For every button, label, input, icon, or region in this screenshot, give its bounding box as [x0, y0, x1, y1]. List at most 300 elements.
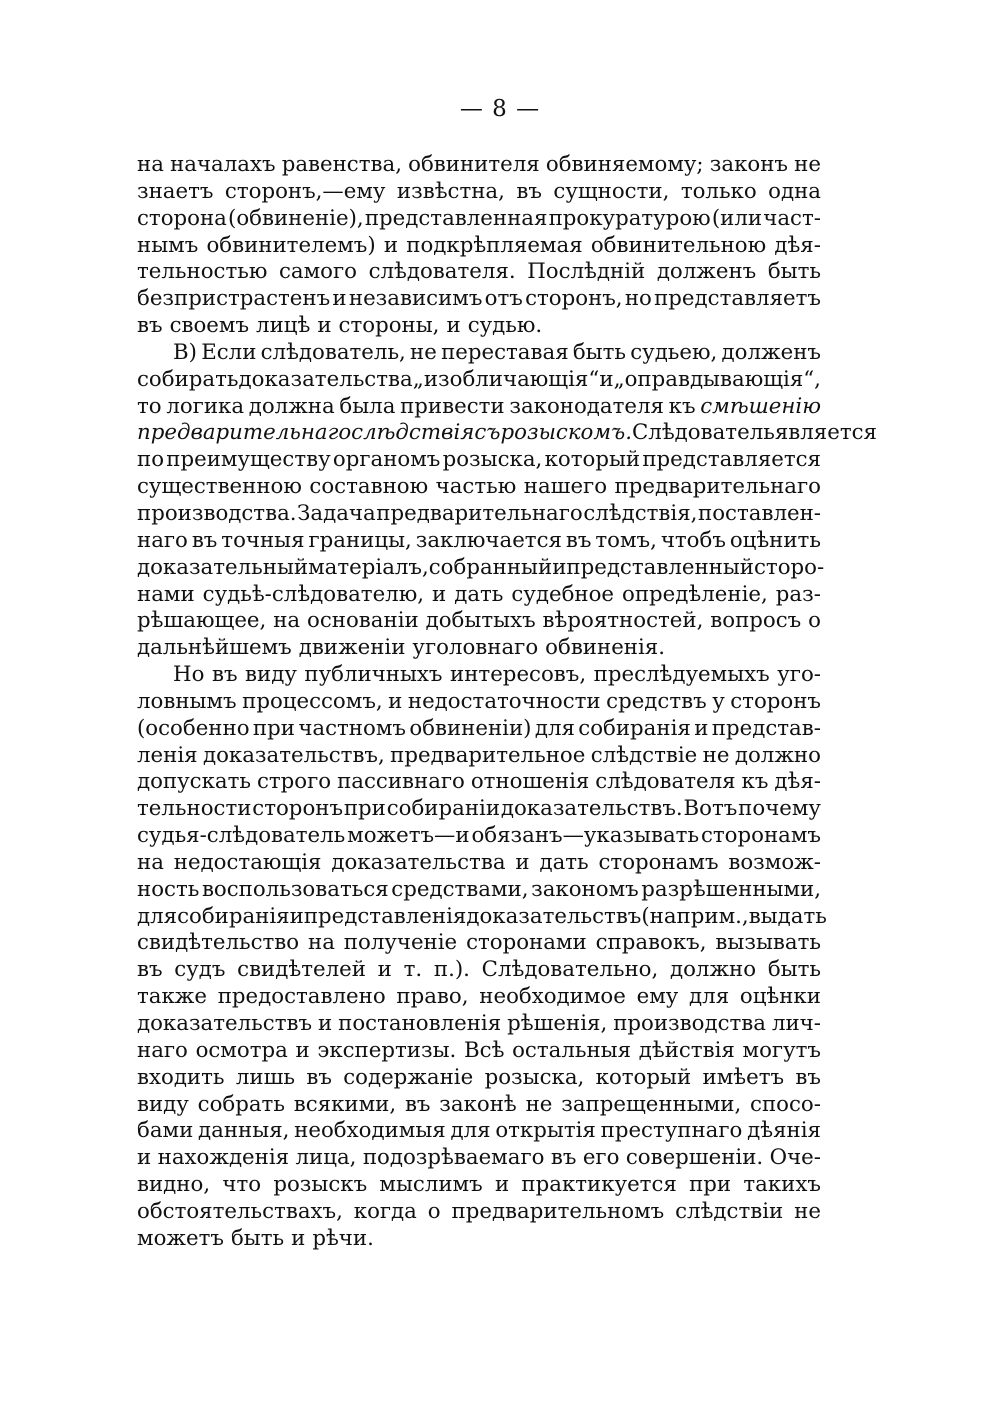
- word: быть: [230, 1225, 285, 1251]
- word: въ: [137, 313, 163, 339]
- word: совершеніи.: [625, 1145, 764, 1171]
- word: вопросъ: [710, 608, 802, 634]
- word: дальнѣйшемъ: [137, 635, 292, 661]
- word: ловнымъ: [137, 688, 237, 714]
- word: представ-: [711, 715, 821, 741]
- text-line: [137, 340, 821, 367]
- word: практикуется: [521, 1172, 677, 1198]
- word: съ: [474, 420, 501, 446]
- text-line: [137, 930, 821, 957]
- word: на: [273, 608, 301, 634]
- word: право,: [396, 984, 469, 1010]
- word: матеріалъ,: [308, 554, 429, 580]
- word: доказательствъ: [466, 903, 642, 929]
- word: и: [317, 313, 332, 339]
- word: равенства,: [281, 152, 402, 177]
- word: уго-: [777, 662, 821, 688]
- text-line: [137, 420, 877, 447]
- word: при: [689, 1172, 732, 1198]
- word: оцѣнить: [729, 527, 821, 553]
- word: должно: [670, 957, 757, 983]
- word: раз-: [775, 581, 821, 607]
- word: сторонъ: [252, 796, 344, 822]
- word: обвинителя: [408, 152, 540, 177]
- word: Слѣдователь: [632, 420, 775, 446]
- word: и: [137, 1145, 152, 1171]
- word: то: [137, 393, 162, 419]
- text-line: [137, 608, 821, 635]
- word: своемъ: [169, 313, 250, 339]
- word: судебное: [511, 581, 615, 607]
- word: строго: [256, 769, 332, 795]
- word: и: [295, 1037, 310, 1063]
- word: обвиняемому;: [545, 152, 704, 177]
- word: для: [689, 984, 730, 1010]
- word: къ: [741, 769, 769, 795]
- word: для: [450, 1118, 491, 1144]
- word: „оправдывающія“,: [613, 366, 821, 392]
- text-line: [137, 233, 821, 260]
- word: тельностью: [137, 259, 268, 285]
- word: собираніи: [386, 796, 501, 822]
- word: одна: [768, 178, 821, 204]
- word: допускать: [137, 769, 251, 795]
- text-line: [137, 206, 821, 233]
- text-line: [137, 313, 821, 340]
- word: экспертизы.: [317, 1037, 457, 1063]
- paragraph-1: [137, 152, 821, 340]
- word: представленный: [566, 554, 754, 580]
- word: сторо-: [754, 554, 825, 580]
- text-line: [137, 394, 821, 421]
- word: движеніи: [298, 635, 406, 661]
- word: Всѣ: [464, 1037, 505, 1063]
- word: п.).: [433, 957, 470, 983]
- word: обвинительною: [590, 232, 767, 258]
- word: дѣя-: [774, 232, 821, 258]
- word: средствами,: [391, 876, 529, 902]
- word: органомъ: [332, 447, 441, 473]
- text-line: [137, 823, 821, 850]
- word: производства: [613, 1011, 766, 1036]
- word: вызывать: [715, 930, 821, 956]
- word: имѣетъ: [702, 1064, 785, 1090]
- word: смѣшенію: [700, 393, 821, 419]
- word: средствъ: [606, 688, 707, 714]
- word: полученіе: [343, 930, 458, 956]
- word: не: [525, 1091, 553, 1117]
- text-line: [137, 554, 825, 582]
- word: постановленія: [338, 1011, 502, 1036]
- text-line: [137, 1172, 821, 1199]
- word: вѣроятностей,: [542, 608, 704, 634]
- word: необходимыя: [294, 1118, 446, 1144]
- word: но: [624, 286, 652, 312]
- word: дать: [454, 581, 504, 607]
- word: отношенія: [470, 769, 590, 795]
- word: т.: [403, 957, 423, 983]
- word: дѣянія: [747, 1118, 821, 1144]
- word: должна: [248, 393, 335, 419]
- word: видно,: [137, 1172, 211, 1198]
- word: содержаніе: [343, 1064, 474, 1090]
- word: почему: [738, 796, 821, 822]
- word: о: [427, 1198, 441, 1224]
- word: при: [252, 715, 295, 741]
- word: отъ: [484, 286, 523, 312]
- word: и: [388, 688, 403, 714]
- word: стороны,: [338, 313, 440, 339]
- word: лицѣ: [256, 313, 311, 339]
- text-line: [137, 689, 821, 716]
- word: данныя,: [198, 1118, 290, 1144]
- word: доказательства: [238, 366, 413, 392]
- word: его: [582, 1145, 620, 1171]
- word: и: [383, 232, 399, 258]
- word: подозрѣваемаго: [362, 1145, 545, 1171]
- word: интересовъ,: [450, 662, 587, 688]
- word: закономъ: [531, 876, 639, 902]
- word: и: [552, 554, 567, 580]
- word: сторонамъ: [598, 849, 719, 875]
- word: тельности: [137, 796, 252, 822]
- word: нами: [137, 581, 195, 607]
- word: судья-слѣдователь: [137, 823, 346, 849]
- word: на: [137, 849, 164, 875]
- word: собиранія: [578, 715, 691, 741]
- word: судьѣ-слѣдователю,: [202, 581, 425, 607]
- word: не: [702, 742, 730, 768]
- word: доказательный: [137, 554, 309, 580]
- word: собрать: [197, 1091, 285, 1117]
- word: выдать: [748, 903, 827, 929]
- word: предварительномъ: [451, 1198, 665, 1224]
- text-line: [137, 1226, 821, 1253]
- word: судью.: [467, 313, 543, 339]
- word: быть: [767, 957, 821, 983]
- text-line: [137, 957, 821, 984]
- word: свидѣтелей: [237, 957, 366, 983]
- word: сторона: [137, 205, 227, 231]
- word: является: [774, 420, 877, 446]
- text-line: [137, 984, 821, 1011]
- word: и: [694, 715, 709, 741]
- word: Если: [201, 339, 257, 365]
- word: существенною: [137, 474, 302, 500]
- word: и: [599, 366, 614, 392]
- word: независимъ: [348, 286, 483, 312]
- word: слѣдствія: [351, 420, 475, 446]
- word: остальныя: [512, 1037, 632, 1063]
- word: уголовнаго: [412, 635, 539, 661]
- word: Вотъ: [683, 796, 738, 822]
- word: виду: [137, 1091, 189, 1117]
- word: бами: [137, 1118, 194, 1144]
- text-line: [137, 903, 827, 931]
- word: Послѣдній: [527, 259, 646, 285]
- word: производства.: [137, 500, 297, 526]
- word: и: [332, 286, 347, 312]
- word: и: [515, 849, 530, 875]
- text-line: [137, 1118, 821, 1145]
- word: собранный: [428, 554, 553, 580]
- word: извѣстна,: [396, 178, 505, 204]
- word: предварительнаго: [376, 500, 583, 526]
- text-line: [137, 662, 821, 689]
- word: обязанъ—указывать: [471, 823, 700, 849]
- text-line: [137, 1092, 821, 1119]
- word: слѣдствія,: [583, 500, 698, 526]
- word: поставлен-: [698, 500, 821, 526]
- word: лич-: [771, 1011, 821, 1036]
- word: опредѣленіе,: [622, 581, 768, 607]
- word: и: [377, 957, 392, 983]
- word: въ: [795, 1064, 821, 1090]
- text-line: [137, 1011, 821, 1038]
- word: сторонъ,—ему: [224, 178, 386, 204]
- word: можетъ—и: [347, 823, 470, 849]
- word: и: [432, 581, 447, 607]
- word: сторонамъ: [700, 823, 821, 849]
- text-line: [137, 850, 821, 877]
- word: дѣйствія: [638, 1037, 735, 1063]
- word: входить: [137, 1064, 225, 1090]
- word: Задача: [297, 500, 376, 526]
- word: розыскъ: [273, 1172, 368, 1198]
- word: предварительное: [390, 742, 586, 768]
- word: могутъ: [742, 1037, 821, 1063]
- word: обстоятельствахъ,: [137, 1198, 343, 1224]
- word: и: [317, 1011, 333, 1036]
- word: судъ: [174, 957, 226, 983]
- word: добытыхъ: [425, 608, 536, 634]
- word: осмотра: [195, 1037, 288, 1063]
- word: томъ,: [595, 527, 657, 553]
- word: такихъ: [743, 1172, 821, 1198]
- word: нымъ: [137, 232, 199, 258]
- word: Оче-: [769, 1145, 821, 1171]
- word: преслѣдуемыхъ: [593, 662, 770, 688]
- word: когда: [353, 1198, 417, 1224]
- word: Слѣдовательно,: [481, 957, 659, 983]
- word: сторонъ: [730, 688, 821, 714]
- word: безпристрастенъ: [137, 286, 331, 312]
- word: въ: [550, 1145, 577, 1171]
- text-line: [137, 179, 821, 206]
- text-line: [137, 286, 821, 313]
- word: въ: [211, 662, 238, 688]
- page-number: — 8 —: [459, 96, 541, 122]
- word: слѣдствіи: [675, 1198, 784, 1224]
- word: основаніи: [307, 608, 419, 634]
- word: В): [173, 339, 197, 365]
- text-line: [137, 1145, 821, 1172]
- word: оцѣнки: [739, 984, 821, 1010]
- word: слѣдователя.: [368, 259, 516, 285]
- word: законъ: [709, 152, 788, 177]
- word: прокуратурою: [548, 205, 711, 231]
- word: рѣшенія,: [507, 1011, 608, 1036]
- word: розыска,: [442, 447, 543, 473]
- word: всякими,: [293, 1091, 397, 1117]
- text-line: [137, 259, 821, 286]
- word: доказательства: [331, 849, 506, 875]
- word: сторонъ,: [525, 286, 623, 312]
- word: судьею,: [630, 339, 718, 365]
- word: недостаточности: [407, 688, 601, 714]
- word: представляетъ: [654, 286, 821, 312]
- text-line: [137, 769, 821, 796]
- word: необходимое: [479, 984, 626, 1010]
- word: границы,: [308, 527, 412, 553]
- word: не: [794, 1198, 821, 1224]
- word: возмож-: [728, 849, 821, 875]
- word: слѣдователя: [595, 769, 736, 795]
- word: доказательствъ: [137, 1011, 313, 1036]
- word: быть: [767, 259, 821, 285]
- text-line: [137, 877, 821, 904]
- word: открытія: [495, 1118, 596, 1144]
- word: въ: [404, 1091, 431, 1117]
- word: спосо-: [750, 1091, 821, 1117]
- word: также: [137, 984, 207, 1010]
- word: въ: [565, 527, 592, 553]
- word: началахъ: [170, 152, 276, 177]
- word: для: [534, 715, 575, 741]
- word: „изобличающія“: [412, 366, 600, 392]
- word: и: [494, 1172, 510, 1198]
- word: наго: [137, 527, 188, 553]
- word: собиранія: [177, 903, 290, 929]
- word: который: [595, 1064, 692, 1090]
- text-line: [137, 582, 821, 609]
- word: розыскомъ.: [500, 420, 633, 446]
- word: мыслимъ: [379, 1172, 483, 1198]
- word: доказательствъ,: [202, 742, 385, 768]
- word: предварительнаго: [614, 474, 821, 500]
- word: быть: [572, 339, 627, 365]
- word: недостающія: [173, 849, 322, 875]
- word: дѣя-: [774, 769, 821, 795]
- text-line: [137, 1038, 821, 1065]
- text-line: [137, 1199, 821, 1226]
- paragraph-2: [137, 339, 877, 662]
- word: предварительнаго: [137, 420, 352, 446]
- word: въ: [137, 957, 163, 983]
- word: должно: [734, 742, 821, 768]
- word: подкрѣпляемая: [406, 232, 583, 258]
- word: сущности,: [553, 178, 670, 204]
- word: по: [137, 447, 165, 473]
- text-line: [137, 716, 821, 743]
- word: рѣчи.: [312, 1225, 374, 1251]
- word: (наприм.,: [641, 903, 749, 929]
- word: справокъ,: [595, 930, 707, 956]
- word: можетъ: [137, 1225, 224, 1251]
- word: законодателя: [509, 393, 664, 419]
- word: виду: [245, 662, 297, 688]
- word: лица,: [295, 1145, 357, 1171]
- word: Но: [173, 662, 205, 688]
- word: слѣдствіе: [590, 742, 698, 768]
- word: дать: [539, 849, 589, 875]
- word: ность: [137, 876, 200, 902]
- word: обвиненія.: [545, 635, 666, 661]
- word: част-: [763, 205, 821, 231]
- word: переставая: [441, 339, 569, 365]
- word: публичныхъ: [304, 662, 443, 688]
- word: въ: [306, 1064, 332, 1090]
- word: и: [446, 313, 461, 339]
- word: лишь: [235, 1064, 295, 1090]
- word: у: [712, 688, 725, 714]
- word: что: [222, 1172, 262, 1198]
- word: не: [410, 339, 437, 365]
- word: разрѣшенными,: [641, 876, 821, 902]
- word: представляется: [642, 447, 821, 473]
- word: привести: [400, 393, 505, 419]
- text-line: [137, 474, 821, 501]
- text-line: [137, 367, 821, 394]
- word: частью: [435, 474, 517, 500]
- word: частномъ: [298, 715, 406, 741]
- word: доказательствъ.: [500, 796, 683, 822]
- word: нашего: [523, 474, 608, 500]
- word: розыска,: [484, 1064, 585, 1090]
- word: и: [291, 1225, 306, 1251]
- word: свидѣтельство: [137, 930, 300, 956]
- word: запрещенными,: [561, 1091, 742, 1117]
- word: при: [343, 796, 386, 822]
- word: собирать: [137, 366, 239, 392]
- paragraph-3: [137, 662, 827, 1253]
- word: который: [544, 447, 641, 473]
- word: наго: [137, 1037, 188, 1063]
- word: на: [308, 930, 335, 956]
- text-line: [137, 447, 821, 474]
- word: для: [137, 903, 178, 929]
- text-line: [137, 528, 821, 555]
- text-line: [137, 1065, 821, 1092]
- word: въ: [516, 178, 542, 204]
- word: долженъ: [656, 259, 757, 285]
- word: была: [339, 393, 396, 419]
- word: слѣдователь,: [260, 339, 406, 365]
- text-line: [137, 743, 821, 770]
- word: къ: [668, 393, 696, 419]
- word: чтобъ: [660, 527, 726, 553]
- word: воспользоваться: [201, 876, 389, 902]
- word: точныя: [221, 527, 305, 553]
- body-text: [137, 152, 877, 1253]
- word: въ: [191, 527, 218, 553]
- word: на: [137, 152, 164, 177]
- word: логика: [166, 393, 245, 419]
- word: представленія: [303, 903, 467, 929]
- text-line: [137, 796, 821, 823]
- word: законѣ: [439, 1091, 517, 1117]
- word: только: [680, 178, 757, 204]
- word: предоставлено: [217, 984, 386, 1010]
- word: о: [808, 608, 821, 634]
- word: ленія: [137, 742, 198, 768]
- word: составною: [309, 474, 429, 500]
- word: самого: [278, 259, 357, 285]
- word: преступнаго: [600, 1118, 743, 1144]
- word: представленная: [364, 205, 548, 231]
- word: не: [794, 152, 821, 177]
- word: преимуществу: [166, 447, 331, 473]
